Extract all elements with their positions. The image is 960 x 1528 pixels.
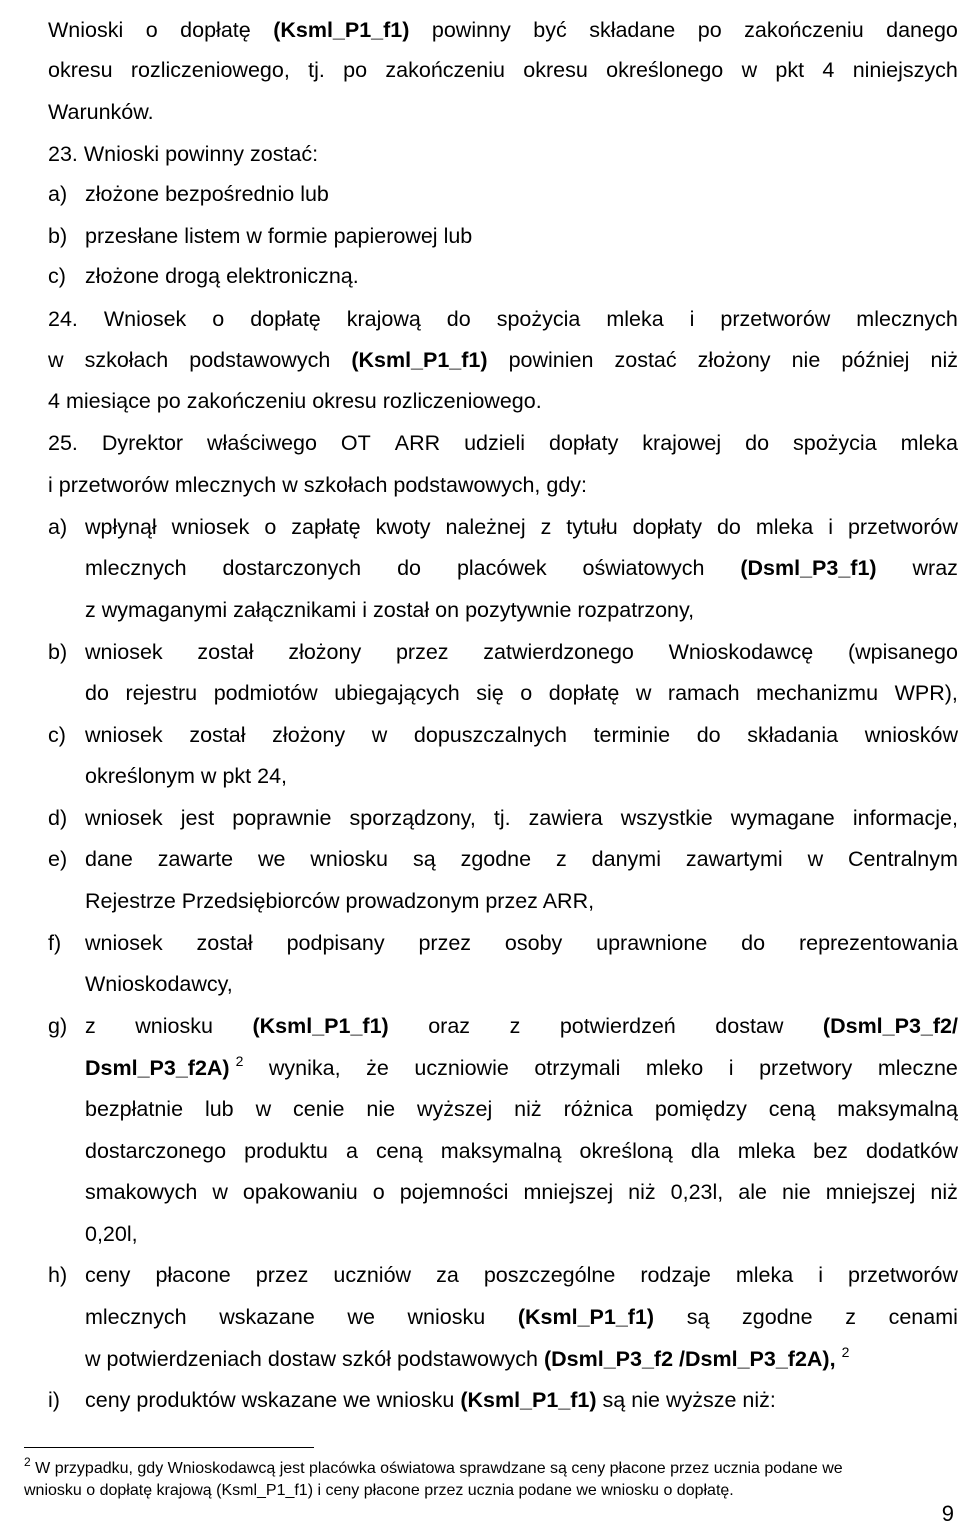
text-line bbox=[0, 1008, 960, 1044]
line-text: okresu rozliczeniowego, tj. po zakończeniu okresu określonego w pkt 4 niniejszych bbox=[48, 58, 958, 82]
line-text: przesłane listem w formie papierowej lub bbox=[85, 224, 473, 248]
text-line bbox=[0, 12, 960, 48]
line-text: w potwierdzeniach dostaw szkół podstawowych (Dsml_P3_f2 /Dsml_P3_f2A), $^2$ bbox=[85, 1344, 850, 1371]
list-item-label: g) bbox=[48, 1014, 68, 1038]
text-line bbox=[0, 800, 960, 836]
text-line bbox=[0, 1257, 960, 1293]
line-text: 25. Dyrektor właściwego OT ARR udzieli dopłaty krajowej do spożycia mleka bbox=[48, 431, 958, 455]
text-line bbox=[0, 176, 960, 212]
list-item-label: c) bbox=[48, 723, 66, 747]
text-line bbox=[0, 717, 960, 753]
footnote-marker: 2 bbox=[24, 1455, 31, 1469]
list-item-label: d) bbox=[48, 806, 68, 830]
line-text: z wniosku (Ksml_P1_f1) oraz z potwierdzeń dostaw (Dsml_P3_f2/ bbox=[85, 1014, 958, 1038]
line-text: mlecznych dostarczonych do placówek oświatowych (Dsml_P3_f1) wraz bbox=[85, 556, 958, 580]
text-line bbox=[0, 1133, 960, 1169]
footnote-line-1 bbox=[24, 1455, 843, 1480]
line-text: 24. Wniosek o dopłatę krajową do spożycia mleka i przetworów mlecznych bbox=[48, 307, 958, 331]
list-item-label: b) bbox=[48, 640, 68, 664]
text-line bbox=[0, 1299, 960, 1335]
list-item-label: a) bbox=[48, 182, 68, 206]
line-text: wniosek jest poprawnie sporządzony, tj. zawiera wszystkie wymagane informacje, bbox=[85, 806, 958, 830]
text-line bbox=[0, 841, 960, 877]
footnote-reference: 2 bbox=[235, 1053, 244, 1069]
text-line bbox=[0, 52, 960, 88]
line-text: smakowych w opakowaniu o pojemności mniejszej niż 0,23l, ale nie mniejszej niż bbox=[85, 1180, 958, 1204]
text-line bbox=[0, 94, 960, 130]
line-text: złożone drogą elektroniczną. bbox=[85, 264, 359, 288]
text-line bbox=[0, 1091, 960, 1127]
page-number: 9 bbox=[941, 1501, 954, 1526]
list-item-label: e) bbox=[48, 847, 68, 871]
footnote-reference: 2 bbox=[841, 1344, 850, 1360]
line-text: ceny produktów wskazane we wniosku (Ksml_P1_f1) są nie wyższe niż: bbox=[85, 1388, 776, 1412]
text-line bbox=[0, 258, 960, 294]
text-line bbox=[0, 1174, 960, 1210]
text-line bbox=[0, 592, 960, 628]
text-line bbox=[0, 1050, 960, 1086]
footnote-line-2 bbox=[24, 1480, 734, 1502]
list-item-label: a) bbox=[48, 515, 68, 539]
text-line bbox=[0, 966, 960, 1002]
list-item-label: h) bbox=[48, 1263, 68, 1287]
line-text: Wnioskodawcy, bbox=[85, 972, 233, 996]
line-text: złożone bezpośrednio lub bbox=[85, 182, 329, 206]
line-text: mlecznych wskazane we wniosku (Ksml_P1_f1) są zgodne z cenami bbox=[85, 1305, 958, 1329]
line-text: bezpłatnie lub w cenie nie wyższej niż różnica pomiędzy ceną maksymalną bbox=[85, 1097, 958, 1121]
text-line bbox=[0, 509, 960, 545]
text-line bbox=[0, 136, 960, 172]
line-text: z wymaganymi załącznikami i został on pozytywnie rozpatrzony, bbox=[85, 598, 695, 622]
text-line bbox=[0, 1341, 960, 1377]
footnote-text-1: W przypadku, gdy Wnioskodawcą jest placówka oświatowa sprawdzane są ceny płacone przez ucznia podane we bbox=[35, 1460, 843, 1477]
text-line bbox=[0, 1216, 960, 1252]
line-text: w szkołach podstawowych (Ksml_P1_f1) powinien zostać złożony nie później niż bbox=[48, 348, 958, 372]
text-line bbox=[0, 383, 960, 419]
list-item-label: f) bbox=[48, 931, 62, 955]
text-line bbox=[0, 550, 960, 586]
text-line bbox=[0, 675, 960, 711]
line-text: do rejestru podmiotów ubiegających się o dopłatę w ramach mechanizmu WPR), bbox=[85, 681, 958, 705]
text-line bbox=[0, 342, 960, 378]
line-text: wniosek został złożony w dopuszczalnych terminie do składania wniosków bbox=[85, 723, 958, 747]
text-line bbox=[0, 301, 960, 337]
line-text: określonym w pkt 24, bbox=[85, 764, 287, 788]
list-item-label: c) bbox=[48, 264, 66, 288]
footnote-separator bbox=[24, 1447, 314, 1448]
line-text: 23. Wnioski powinny zostać: bbox=[48, 142, 319, 166]
line-text: wpłynął wniosek o zapłatę kwoty należnej z tytułu dopłaty do mleka i przetworów bbox=[85, 515, 958, 539]
line-text: Warunków. bbox=[48, 100, 154, 124]
text-line bbox=[0, 758, 960, 794]
text-line bbox=[0, 467, 960, 503]
line-text: 4 miesiące po zakończeniu okresu rozliczeniowego. bbox=[48, 389, 542, 413]
list-item-label: i) bbox=[48, 1388, 60, 1412]
line-text: Rejestrze Przedsiębiorców prowadzonym przez ARR, bbox=[85, 889, 595, 913]
line-text: dostarczonego produktu a ceną maksymalną określoną dla mleka bez dodatków bbox=[85, 1139, 958, 1163]
line-text: dane zawarte we wniosku są zgodne z danymi zawartymi w Centralnym bbox=[85, 847, 958, 871]
line-text: i przetworów mlecznych w szkołach podstawowych, gdy: bbox=[48, 473, 588, 497]
line-text: 0,20l, bbox=[85, 1222, 138, 1246]
line-text: wniosek został złożony przez zatwierdzonego Wnioskodawcę (wpisanego bbox=[85, 640, 958, 664]
line-text: Dsml_P3_f2A) $^2$ wynika, że uczniowie otrzymali mleko i przetwory mleczne bbox=[85, 1053, 958, 1080]
list-item-label: b) bbox=[48, 224, 68, 248]
text-line bbox=[0, 425, 960, 461]
line-text: Wnioski o dopłatę (Ksml_P1_f1) powinny być składane po zakończeniu danego bbox=[48, 18, 958, 42]
text-line bbox=[0, 1382, 960, 1418]
text-line bbox=[0, 634, 960, 670]
line-text: wniosek został podpisany przez osoby uprawnione do reprezentowania bbox=[85, 931, 958, 955]
text-line bbox=[0, 925, 960, 961]
text-line bbox=[0, 883, 960, 919]
line-text: ceny płacone przez uczniów za poszczególne rodzaje mleka i przetworów bbox=[85, 1263, 958, 1287]
footnote-text-2: wniosku o dopłatę krajową (Ksml_P1_f1) i ceny płacone przez ucznia podane we wniosku o dopłatę. bbox=[24, 1482, 734, 1499]
text-line bbox=[0, 218, 960, 254]
